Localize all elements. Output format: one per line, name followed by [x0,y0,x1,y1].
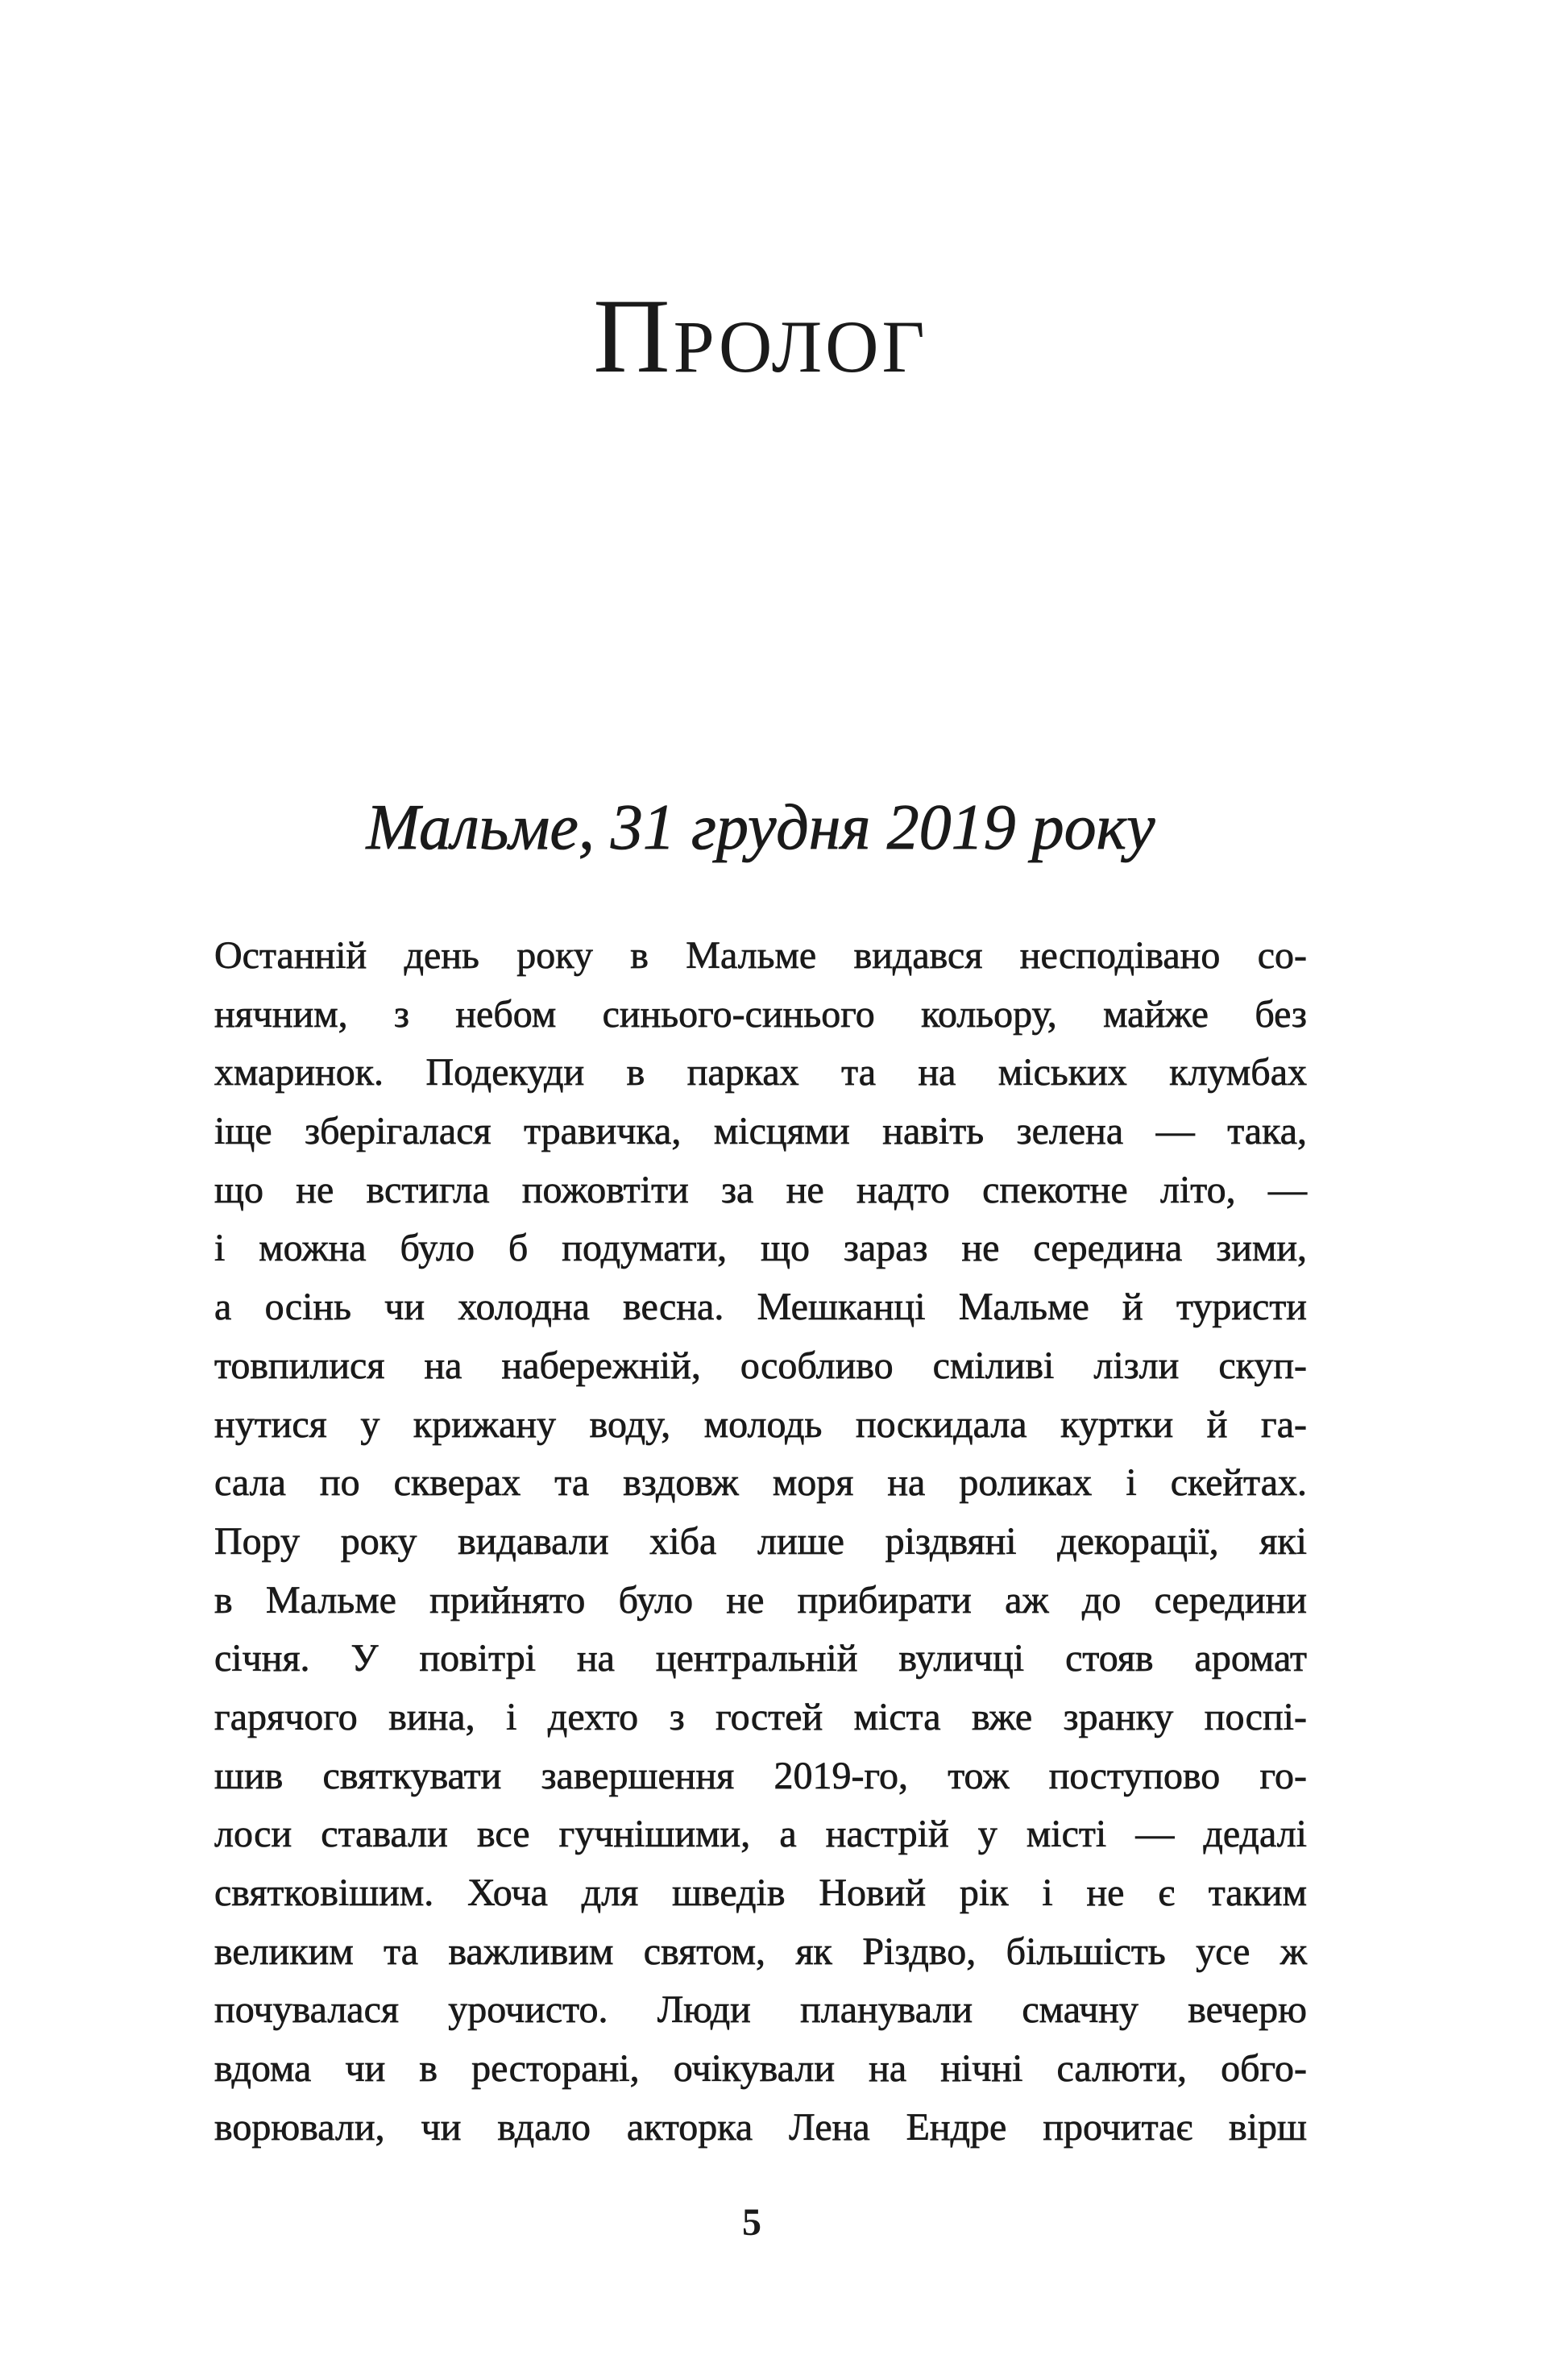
body-line: що не встигла пожовтіти за не надто спекотне літо, — [214,1168,1307,1211]
body-line: почувалася урочисто. Люди планували смачну вечерю [214,1988,1307,2032]
body-line: гарячого вина, і дехто з гостей міста вже зранку поспі- [214,1695,1307,1738]
body-line: товпилися на набережній, особливо сміливі лізли скуп- [214,1344,1307,1387]
body-line: ворювали, чи вдало акторка Лена Ендре прочитає вірш [214,2105,1307,2149]
body-text [214,927,1307,2157]
section-heading: Мальме, 31 грудня 2019 року [366,792,1155,863]
body-line: січня. У повітрі на центральній вуличці стояв аромат [214,1637,1307,1680]
chapter-title: Пролог [593,276,928,395]
body-line: святковішим. Хоча для шведів Новий рік і не є таким [214,1871,1307,1914]
body-line: шив святкувати завершення 2019-го, тож поступово го- [214,1754,1307,1797]
body-line: в Мальме прийнято було не прибирати аж до середини [214,1578,1307,1622]
body-line: іще зберігалася травичка, місцями навіть зелена — така, [214,1110,1307,1153]
body-line: нутися у крижану воду, молодь поскидала куртки й га- [214,1402,1307,1446]
body-line: хмаринок. Подекуди в парках та на міських клумбах [214,1051,1307,1094]
body-line: сала по скверах та вздовж моря на роликах і скейтах. [214,1461,1307,1505]
body-line: Останній день року в Мальме видався несподівано со- [214,934,1307,977]
body-line: великим та важливим святом, як Різдво, більшість усе ж [214,1929,1307,1973]
page-number: 5 [742,2201,761,2244]
body-line: а осінь чи холодна весна. Мешканці Мальме й туристи [214,1286,1307,1329]
body-line: Пору року видавали хіба лише різдвяні декорації, які [214,1519,1307,1563]
body-line: вдома чи в ресторані, очікували на нічні салюти, обго- [214,2047,1307,2091]
body-line: і можна було б подумати, що зараз не середина зими, [214,1227,1307,1270]
body-line: нячним, з небом синього-синього кольору, майже без [214,992,1307,1036]
body-line: лоси ставали все гучнішими, а настрій у місті — дедалі [214,1813,1307,1856]
